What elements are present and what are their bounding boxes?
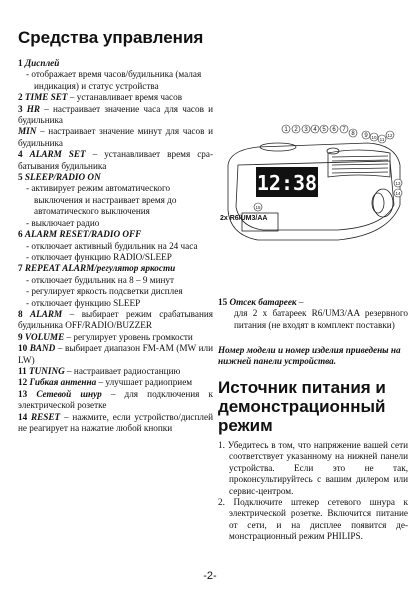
control-item <box>18 126 213 149</box>
callout-number: 15 <box>255 205 261 210</box>
item-subline: - отключает функцию RADIO/SLEEP <box>26 251 172 262</box>
section-title-line: режим <box>218 416 273 435</box>
section-title-line: Источник питания и <box>218 378 386 397</box>
controls-list <box>18 58 213 434</box>
callout-number: 6 <box>332 127 336 133</box>
item-number: 12 <box>18 377 28 388</box>
item-number: 1 <box>18 58 23 68</box>
callout-number: 8 <box>351 131 355 137</box>
control-item <box>18 229 213 263</box>
battery-label: 2x R6/UM3/AA <box>220 215 268 222</box>
item-name: TIME SET <box>24 92 68 103</box>
item-subline: - регулирует яркость подсветки дисплея <box>26 286 183 297</box>
item-name: REPEAT ALARM/регулятор яркости <box>24 263 176 274</box>
control-item <box>18 172 213 229</box>
item-name: ALARM RESET/RADIO OFF <box>24 229 142 240</box>
item-subline: - отключает функцию SLEEP <box>26 297 141 308</box>
control-item <box>18 377 213 388</box>
item-name: ALARM SET <box>29 149 86 160</box>
item-name: HR <box>26 103 41 114</box>
item-number: 13 <box>18 388 28 399</box>
item-text: – настраивает значение часа для часов и будильника <box>18 103 214 126</box>
item-subline: - выключает радио <box>26 217 100 228</box>
item-number: 7 <box>18 263 23 274</box>
item-name: VOLUME <box>24 331 65 342</box>
control-item <box>18 366 213 377</box>
power-steps <box>218 440 408 543</box>
item-number: 9 <box>18 331 23 342</box>
control-item <box>18 58 213 92</box>
item-number: 3 <box>18 103 23 114</box>
control-item <box>18 343 213 366</box>
control-item <box>18 263 213 309</box>
item-text: – регулирует уровень громкости <box>64 331 193 342</box>
power-step: 2. Подключите штекер сетевого шнура к электрической розетке. Включится питание от сети, и на дисплее появится демонстрационный режим PHILIPS. <box>218 497 408 542</box>
callout-number: 5 <box>322 127 326 133</box>
item-number: 10 <box>18 343 28 354</box>
clock-radio-illustration <box>218 95 408 285</box>
item-text: – для подключения к электрической розетке <box>18 388 213 411</box>
item-name: MIN <box>18 126 37 137</box>
item-text: – устанавливает время часов <box>67 92 183 103</box>
callout-number: 14 <box>395 191 401 196</box>
section-title-power <box>218 378 413 435</box>
item-name: Дисплей <box>24 58 60 68</box>
item-number: 2 <box>18 92 23 103</box>
item-number: 8 <box>18 308 23 319</box>
display-digits: 12:38 <box>256 171 318 195</box>
item-detail: для 2 x батареек R6/UM3/AA резервного питания (не входят в комплект поставки) <box>234 308 408 330</box>
item-name: SLEEP/RADIO ON <box>24 172 101 183</box>
control-item <box>18 92 213 103</box>
item-name: Гибкая антенна <box>29 377 97 388</box>
item-text: – настраивает радиостанцию <box>64 365 181 376</box>
item-name: RESET <box>31 411 61 422</box>
item-text: – настраивает значение минут для часов и будильника <box>18 126 213 148</box>
item-text: – устанавливает время срабатывания будильника <box>18 149 214 171</box>
item-subline: - отображает время часов/будильника (малая индикация) и статус устройства <box>26 69 202 91</box>
item-subline: - отключает будильник на 8 – 9 минут <box>26 274 175 285</box>
callout-number: 2 <box>294 127 298 133</box>
callout-number: 13 <box>395 181 401 186</box>
item-text: – нажмите, если устройство/дисплей не реагирует на нажатие любой кнопки <box>18 411 214 433</box>
item-number: 14 <box>18 411 28 422</box>
item-text: – улучшает радиоприем <box>96 377 193 388</box>
callout-number: 4 <box>313 127 317 133</box>
item-number: 5 <box>18 172 23 183</box>
battery-item <box>218 297 408 331</box>
item-text: – выбирает диапазон FM-AM (MW или LW) <box>18 343 213 365</box>
model-note: Номер модели и номер изделия приведены на нижней панели устройства. <box>218 345 401 367</box>
callout-number: 12 <box>387 133 393 138</box>
item-number: 4 <box>18 149 23 160</box>
callout-number: 10 <box>371 135 377 140</box>
item-name: BAND <box>29 343 56 354</box>
control-item <box>18 412 213 435</box>
item-number: 15 <box>218 297 228 307</box>
item-text: – выбирает режим срабатывания будильника OFF/RADIO/BUZZER <box>18 308 213 331</box>
control-item <box>18 104 213 127</box>
callout-number: 9 <box>364 133 368 139</box>
item-number: 11 <box>18 365 27 376</box>
item-name: ALARM <box>30 308 63 319</box>
control-item <box>18 149 213 172</box>
control-item <box>18 389 213 412</box>
item-name: Сетевой шнур <box>36 388 102 399</box>
control-item <box>18 332 213 343</box>
item-subline: - активирует режим автоматического выключения и настраивает время до автоматического выключения <box>26 183 177 217</box>
item-subline: - отключает активный будильник на 24 часа <box>26 240 198 251</box>
callout-number: 1 <box>284 127 288 133</box>
callout-number: 3 <box>304 127 308 133</box>
section-title-controls: Средства управления <box>18 28 204 47</box>
item-number: 6 <box>18 229 23 240</box>
item-name: TUNING <box>28 365 65 376</box>
item-name: Отсек батареек <box>229 297 297 307</box>
item-text: – <box>296 297 304 307</box>
page-number: -2- <box>203 570 217 582</box>
control-item <box>18 309 213 332</box>
callout-number: 7 <box>342 127 346 133</box>
callout-number: 11 <box>379 137 385 142</box>
power-step: 1. Убедитесь в том, что напряжение вашей сети соответствует указанному на нижней панели устройства. Если это не так, проконсультируйтесь с вашим дилером или сервис-центром. <box>218 440 408 496</box>
section-title-line: демонстрационный <box>218 397 386 416</box>
